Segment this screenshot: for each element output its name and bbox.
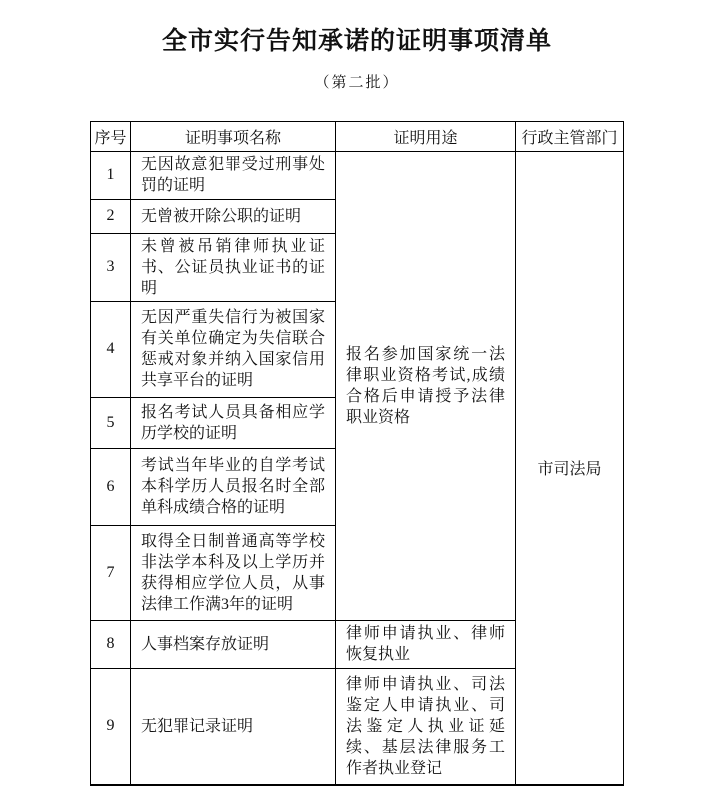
page-title: 全市实行告知承诺的证明事项清单 — [161, 28, 552, 55]
item-name-cell — [131, 668, 336, 785]
item-name-cell — [131, 151, 336, 199]
item-name-text: 人事档案存放证明 — [141, 635, 270, 653]
item-name-cell — [131, 525, 336, 620]
row-number: 4 — [91, 301, 131, 397]
certificate-items-table — [90, 121, 624, 787]
item-name-text: 未曾被吊销律师执业证书、公证员执业证书的证明 — [141, 237, 325, 297]
page-subtitle: （第二批） — [314, 74, 400, 91]
col-header-no: 序号 — [91, 121, 131, 151]
purpose-cell — [336, 620, 516, 668]
item-name-text: 考试当年毕业的自学考试本科学历人员报名时全部单科成绩合格的证明 — [141, 457, 325, 516]
col-header-purpose: 证明用途 — [336, 121, 516, 151]
item-name-cell — [131, 199, 336, 233]
row-number: 8 — [91, 620, 131, 668]
item-name-text: 无因严重失信行为被国家有关单位确定为失信联合惩戒对象并纳入国家信用共享平台的证明 — [141, 309, 325, 389]
row-number: 2 — [91, 199, 131, 233]
row-number: 7 — [91, 525, 131, 620]
item-name-cell — [131, 397, 336, 448]
purpose-cell-merged — [336, 151, 516, 620]
item-name-text: 无犯罪记录证明 — [141, 717, 254, 735]
row-number: 1 — [91, 151, 131, 199]
table-row — [91, 151, 624, 199]
table-header-row — [91, 121, 624, 151]
item-name-cell — [131, 301, 336, 397]
row-number: 3 — [91, 233, 131, 301]
item-name-cell — [131, 620, 336, 668]
purpose-text: 律师申请执业、律师恢复执业 — [346, 625, 505, 663]
item-name-cell — [131, 448, 336, 525]
purpose-text: 报名参加国家统一法律职业资格考试,成绩合格后申请授予法律职业资格 — [346, 345, 505, 426]
department-cell-merged — [516, 151, 624, 785]
row-number: 6 — [91, 448, 131, 525]
col-header-item-name: 证明事项名称 — [131, 121, 336, 151]
purpose-text: 律师申请执业、司法鉴定人申请执业、司法鉴定人执业证延续、基层法律服务工作者执业登记 — [346, 675, 505, 777]
item-name-text: 无曾被开除公职的证明 — [141, 207, 302, 225]
col-header-department: 行政主管部门 — [516, 121, 624, 151]
item-name-text: 报名考试人员具备相应学历学校的证明 — [141, 403, 325, 442]
item-name-text: 无因故意犯罪受过刑事处罚的证明 — [141, 156, 325, 194]
purpose-cell — [336, 668, 516, 785]
row-number: 9 — [91, 668, 131, 785]
row-number: 5 — [91, 397, 131, 448]
item-name-cell — [131, 233, 336, 301]
item-name-text: 取得全日制普通高等学校非法学本科及以上学历并获得相应学位人员，从事法律工作满3年的证明 — [141, 532, 325, 613]
department-text: 市司法局 — [537, 461, 602, 479]
